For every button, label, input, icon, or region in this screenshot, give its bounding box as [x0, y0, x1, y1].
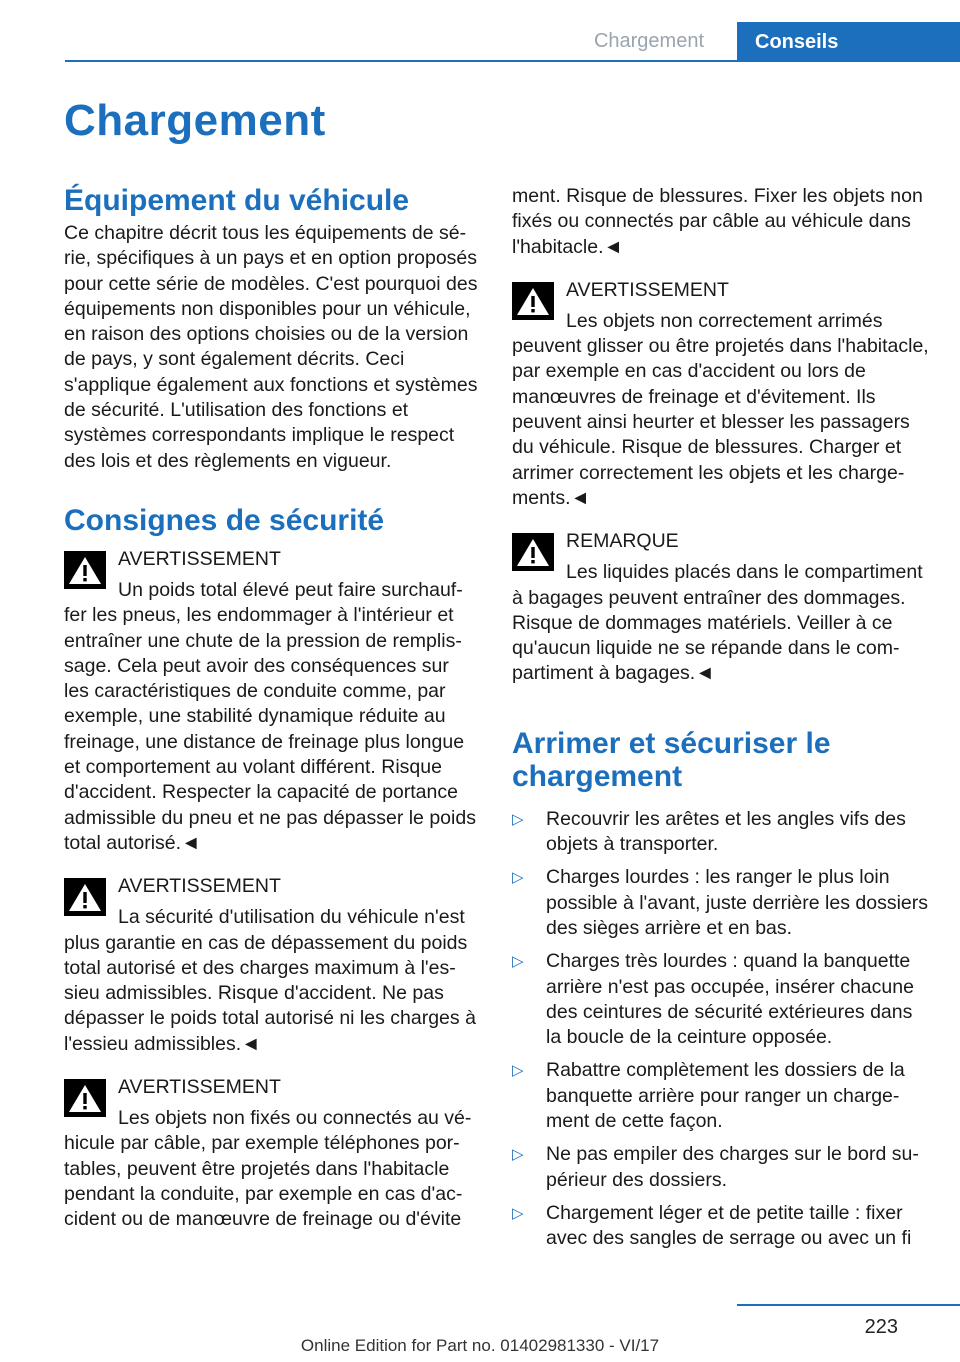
warning-triangle-icon: [512, 282, 554, 320]
triangle-bullet-icon: ▷: [512, 1146, 524, 1164]
triangle-bullet-icon: ▷: [512, 869, 524, 887]
equipment-heading: Équipement du véhicule: [64, 184, 410, 217]
warning-triangle-icon: [64, 1079, 106, 1117]
equipment-text: Ce chapitre décrit tous les équipements de série, spécifiques à un pays et en option proposés pour cette série de modèles. C'est pourquoi des équipements non disponibles pour un véhicule, en raison des options choisies ou de la version de pays, y sont également décrits. Ceci s'applique également aux fonctions et systèmes de sécurité. L'utilisation des fonctions et systèmes correspondants implique le respect des lois et des règlements en vigueur.: [64, 222, 478, 472]
list-item: ▷ Rabattre complètement les dossiers de la banquette arrière pour ranger un chargement de cette façon.: [512, 1059, 905, 1133]
triangle-bullet-icon: ▷: [512, 953, 524, 971]
note-text: Les liquides placés dans le compartiment à bagages peuvent entraîner des dommages. Risque de dommages matériels. Veiller à ce qu'aucun liquide ne se répande dans le compartiment à bagages.◄: [512, 561, 923, 685]
chapter-title: Chargement: [64, 96, 326, 145]
page-header: [0, 0, 960, 62]
list-item: ▷ Ne pas empiler des charges sur le bord supérieur des dossiers.: [512, 1143, 919, 1191]
header-divider: [65, 60, 960, 62]
stowing-list: [512, 807, 932, 1252]
triangle-bullet-icon: ▷: [512, 1204, 524, 1222]
warning-title: AVERTISSEMENT: [118, 547, 281, 570]
warning-text: Les objets non correctement arrimés peuvent glisser ou être projetés dans l'habitacle, par exemple en cas d'accident ou lors de manœuvres de freinage et d'évitement. Ils peuvent ainsi heurter et blesser les passagers du véhicule. Risque de blessures. Charger et arrimer correctement les objets et les chargements.◄: [512, 309, 929, 509]
page-number: 223: [864, 1316, 898, 1338]
list-item: ▷ Charges lourdes : les ranger le plus loin possible à l'avant, juste derrière les dossiers des sièges arrière et en bas.: [512, 866, 928, 939]
footer-divider: [737, 1304, 960, 1306]
triangle-bullet-icon: ▷: [512, 810, 524, 828]
warning-triangle-icon: [512, 533, 554, 571]
note-block: [512, 529, 932, 686]
warning-text: La sécurité d'utilisation du véhicule n'est plus garantie en cas de dépassement du poids total autorisé et des charges maximum à l'essieu admissibles. Risque d'accident. Ne pas dépasser le poids total autorisé ni les charges à l'essieu admissibles.◄: [64, 906, 476, 1055]
section-tab-conseils[interactable]: Conseils: [737, 22, 960, 62]
note-title: REMARQUE: [566, 530, 679, 553]
warning-block: [64, 1075, 478, 1232]
left-column: [64, 184, 478, 1233]
warning-title: AVERTISSEMENT: [118, 1076, 281, 1099]
warning-block: [64, 547, 478, 856]
warning-text: Les objets non fixés ou connectés au véhicule par câble, par exemple téléphones portables, peuvent être projetés dans l'habitacle pendant la conduite, par exemple en cas d'accident ou de manœuvre de freinage ou d'évite: [64, 1107, 472, 1231]
section-tab-chargement[interactable]: Chargement: [593, 30, 704, 52]
warning-text: Un poids total élevé peut faire surchauffer les pneus, les endommager à l'intérieur et entraîner une chute de la pression de remplissage. Cela peut avoir des conséquences sur les caractéristiques de conduite comme, par exemple, une stabilité dynamique réduite au freinage, une distance de freinage plus longue et comportement au volant différent. Risque d'accident. Respecter la capacité de portance admissible du pneu et ne pas dépasser le poids total autorisé.◄: [64, 578, 476, 854]
continuation-text: ment. Risque de blessures. Fixer les objets non fixés ou connectés par câble au véhicule dans l'habitacle.◄: [512, 185, 923, 258]
triangle-bullet-icon: ▷: [512, 1062, 524, 1080]
safety-heading: Consignes de sécurité: [64, 503, 385, 537]
warning-block: [512, 278, 932, 511]
right-column: [512, 184, 932, 1252]
warning-triangle-icon: [64, 878, 106, 916]
warning-triangle-icon: [64, 551, 106, 589]
warning-title: AVERTISSEMENT: [566, 278, 729, 301]
stowing-heading: Arrimer et sécuriser le chargement: [512, 726, 831, 793]
list-item: ▷ Charges très lourdes : quand la banquette arrière n'est pas occupée, insérer chacune des ceintures de sécurité extérieures dans la boucle de la ceinture opposée.: [512, 950, 914, 1049]
warning-title: AVERTISSEMENT: [118, 875, 281, 898]
edition-footer: Online Edition for Part no. 01402981330 - VI/17: [300, 1336, 660, 1355]
warning-block: [64, 874, 478, 1057]
list-item: ▷ Chargement léger et de petite taille : fixer avec des sangles de serrage ou avec un fi: [512, 1201, 912, 1250]
list-item: ▷ Recouvrir les arêtes et les angles vifs des objets à transporter.: [512, 807, 906, 856]
